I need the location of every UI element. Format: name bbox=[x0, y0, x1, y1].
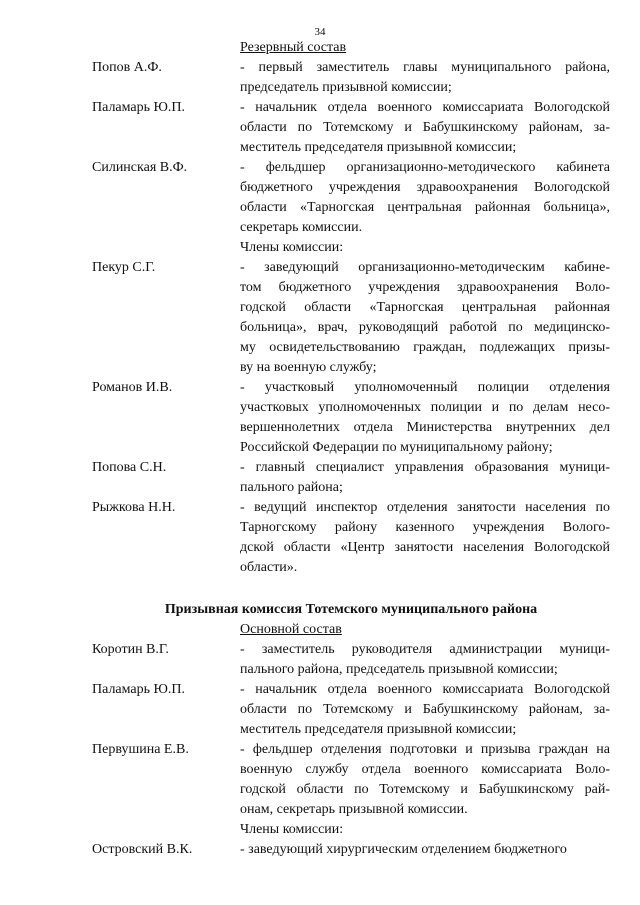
member-name: Коротин В.Г. bbox=[92, 642, 169, 657]
member-description bbox=[240, 98, 610, 158]
member-description bbox=[240, 740, 610, 820]
member-name: Попов А.Ф. bbox=[92, 60, 162, 75]
description-line: вершеннолетних отдела Министерства внутренних дел bbox=[240, 420, 610, 435]
member-name: Попова С.Н. bbox=[92, 460, 167, 475]
member-row bbox=[92, 58, 610, 98]
description-line: меститель председателя призывной комиссии; bbox=[240, 722, 517, 737]
member-row bbox=[92, 98, 610, 158]
page-number: 34 bbox=[314, 26, 326, 38]
member-name: Силинская В.Ф. bbox=[92, 160, 188, 175]
description-line: меститель председателя призывной комиссии; bbox=[240, 140, 517, 155]
main-heading: Основной состав bbox=[240, 622, 342, 637]
main-commission-list bbox=[92, 840, 610, 860]
description-line: - фельдшер организационно-методического кабинета bbox=[240, 160, 610, 175]
member-description bbox=[240, 158, 610, 238]
member-name: Паламарь Ю.П. bbox=[92, 100, 186, 115]
member-row bbox=[92, 498, 610, 578]
member-description bbox=[240, 840, 610, 860]
member-name: Пекур С.Г. bbox=[92, 260, 156, 275]
description-line: годской области по Тотемскому и Бабушкинскому рай- bbox=[240, 782, 610, 797]
description-line: пального района; bbox=[240, 480, 343, 495]
member-row bbox=[92, 680, 610, 740]
member-description bbox=[240, 58, 610, 98]
description-line: области «Тарногская центральная районная больница», bbox=[240, 200, 610, 215]
member-row bbox=[92, 158, 610, 238]
description-line: Тарногскому району казенного учреждения Волого- bbox=[240, 520, 610, 535]
description-line: - первый заместитель главы муниципального района, bbox=[240, 60, 610, 75]
description-line: - участковый уполномоченный полиции отделения bbox=[240, 380, 610, 395]
reserve-members-heading: Члены комиссии: bbox=[240, 240, 344, 255]
reserve-members-list bbox=[92, 58, 610, 238]
member-row bbox=[92, 840, 610, 860]
description-line: больница», врач, руководящий работой по медицинско- bbox=[240, 320, 610, 335]
member-row bbox=[92, 458, 610, 498]
description-line: области по Тотемскому и Бабушкинскому районам, за- bbox=[240, 702, 610, 717]
member-row bbox=[92, 378, 610, 458]
description-line: му освидетельствованию граждан, подлежащих призы- bbox=[240, 340, 610, 355]
section-title: Призывная комиссия Тотемского муниципального района bbox=[164, 602, 538, 617]
description-line: - ведущий инспектор отделения занятости населения по bbox=[240, 500, 610, 515]
member-name: Паламарь Ю.П. bbox=[92, 682, 186, 697]
description-line: пального района, председатель призывной комиссии; bbox=[240, 662, 558, 677]
member-description bbox=[240, 640, 610, 680]
member-description bbox=[240, 498, 610, 578]
description-line: области по Тотемскому и Бабушкинскому районам, за- bbox=[240, 120, 610, 135]
description-line: Российской Федерации по муниципальному району; bbox=[240, 440, 553, 455]
description-line: председатель призывной комиссии; bbox=[240, 80, 452, 95]
member-row bbox=[92, 640, 610, 680]
description-line: - главный специалист управления образования муници- bbox=[240, 460, 610, 475]
description-line: - заведующий организационно-методическим кабине- bbox=[240, 260, 610, 275]
description-line: ву на военную службу; bbox=[240, 360, 377, 375]
description-line: - фельдшер отделения подготовки и призыва граждан на bbox=[240, 742, 610, 757]
description-line: - заместитель руководителя администрации муници- bbox=[240, 642, 610, 657]
member-description bbox=[240, 458, 610, 498]
document-body bbox=[92, 38, 610, 860]
description-line: дской области «Центр занятости населения Вологодской bbox=[240, 540, 610, 555]
main-members-heading: Члены комиссии: bbox=[240, 822, 344, 837]
description-line: участковых уполномоченных полиции и по делам несо- bbox=[240, 400, 610, 415]
member-name: Первушина Е.В. bbox=[92, 742, 189, 757]
description-line: области». bbox=[240, 560, 298, 575]
reserve-heading: Резервный состав bbox=[240, 40, 347, 55]
member-row bbox=[92, 258, 610, 378]
description-line: годской области «Тарногская центральная районная bbox=[240, 300, 610, 315]
member-name: Романов И.В. bbox=[92, 380, 173, 395]
member-row bbox=[92, 740, 610, 820]
description-line: - начальник отдела военного комиссариата Вологодской bbox=[240, 682, 610, 697]
description-line: онам, секретарь призывной комиссии. bbox=[240, 802, 468, 817]
description-line: бюджетного учреждения здравоохранения Вологодской bbox=[240, 180, 610, 195]
member-name: Рыжкова Н.Н. bbox=[92, 500, 176, 515]
description-line: том бюджетного учреждения здравоохранения Воло- bbox=[240, 280, 610, 295]
description-line: - начальник отдела военного комиссариата Вологодской bbox=[240, 100, 610, 115]
description-line: секретарь комиссии. bbox=[240, 220, 363, 235]
member-description bbox=[240, 378, 610, 458]
member-description bbox=[240, 258, 610, 378]
member-description bbox=[240, 680, 610, 740]
description-line: - заведующий хирургическим отделением бюджетного bbox=[240, 842, 567, 857]
member-name: Островский В.К. bbox=[92, 842, 193, 857]
main-members-list bbox=[92, 640, 610, 820]
description-line: военную службу отдела военного комиссариата Воло- bbox=[240, 762, 610, 777]
reserve-commission-list bbox=[92, 258, 610, 578]
